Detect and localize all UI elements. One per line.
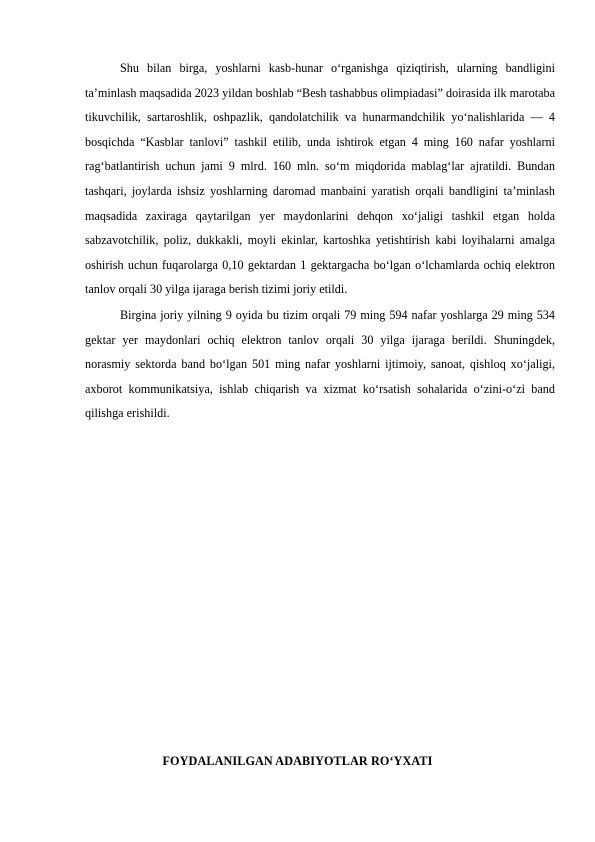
paragraph-1: Shu bilan birga, yoshlarni kasb-hunar o‘rganishga qiziqtirish, ularning bandligini ta’minlash maqsadida 2023 yildan boshlab “Besh tashabbus olimpiadasi” doirasida ilk marotaba tikuvchilik, sartaroshlik, oshpazlik, qandolatchilik va hunarmandchilik yo‘nalishlarida — 4 bosqichda “Kasblar tanlovi” tashkil etilib, unda ishtirok etgan 4 ming 160 nafar yoshlarni rag‘batlantirish uchun jami 9 mlrd. 160 mln. so‘m miqdorida mablag‘lar ajratildi. Bundan tashqari, joylarda ishsiz yoshlarning daromad manbaini yaratish orqali bandligini ta’minlash maqsadida zaxiraga qaytarilgan yer maydonlarini dehqon xo‘jaligi tashkil etgan holda sabzavotchilik, poliz, dukkakli, moyli ekinlar, kartoshka yetishtirish kabi loyihalarni amalga oshirish uchun fuqarolarga 0,10 gektardan 1 gektargacha bo‘lgan o‘lchamlarda ochiq elektron tanlov orqali 30 yilga ijaraga berish tizimi joriy etildi. bbox=[85, 61, 555, 297]
references-heading: FOYDALANILGAN ADABIYOTLAR RO‘YXATI bbox=[162, 754, 433, 768]
paragraph-2: Birgina joriy yilning 9 oyida bu tizim orqali 79 ming 594 nafar yoshlarga 29 ming 534 gektar yer maydonlari ochiq elektron tanlov orqali 30 yilga ijaraga berildi. Shuningdek, norasmiy sektorda band bo‘lgan 501 ming nafar yoshlarni ijtimoiy, sanoat, qishloq xo‘jaligi, axborot kommunikatsiya, ishlab chiqarish va xizmat ko‘rsatish sohalarida o‘zini-o‘zi band qilishga erishildi. bbox=[85, 307, 555, 421]
body-text bbox=[85, 56, 555, 426]
